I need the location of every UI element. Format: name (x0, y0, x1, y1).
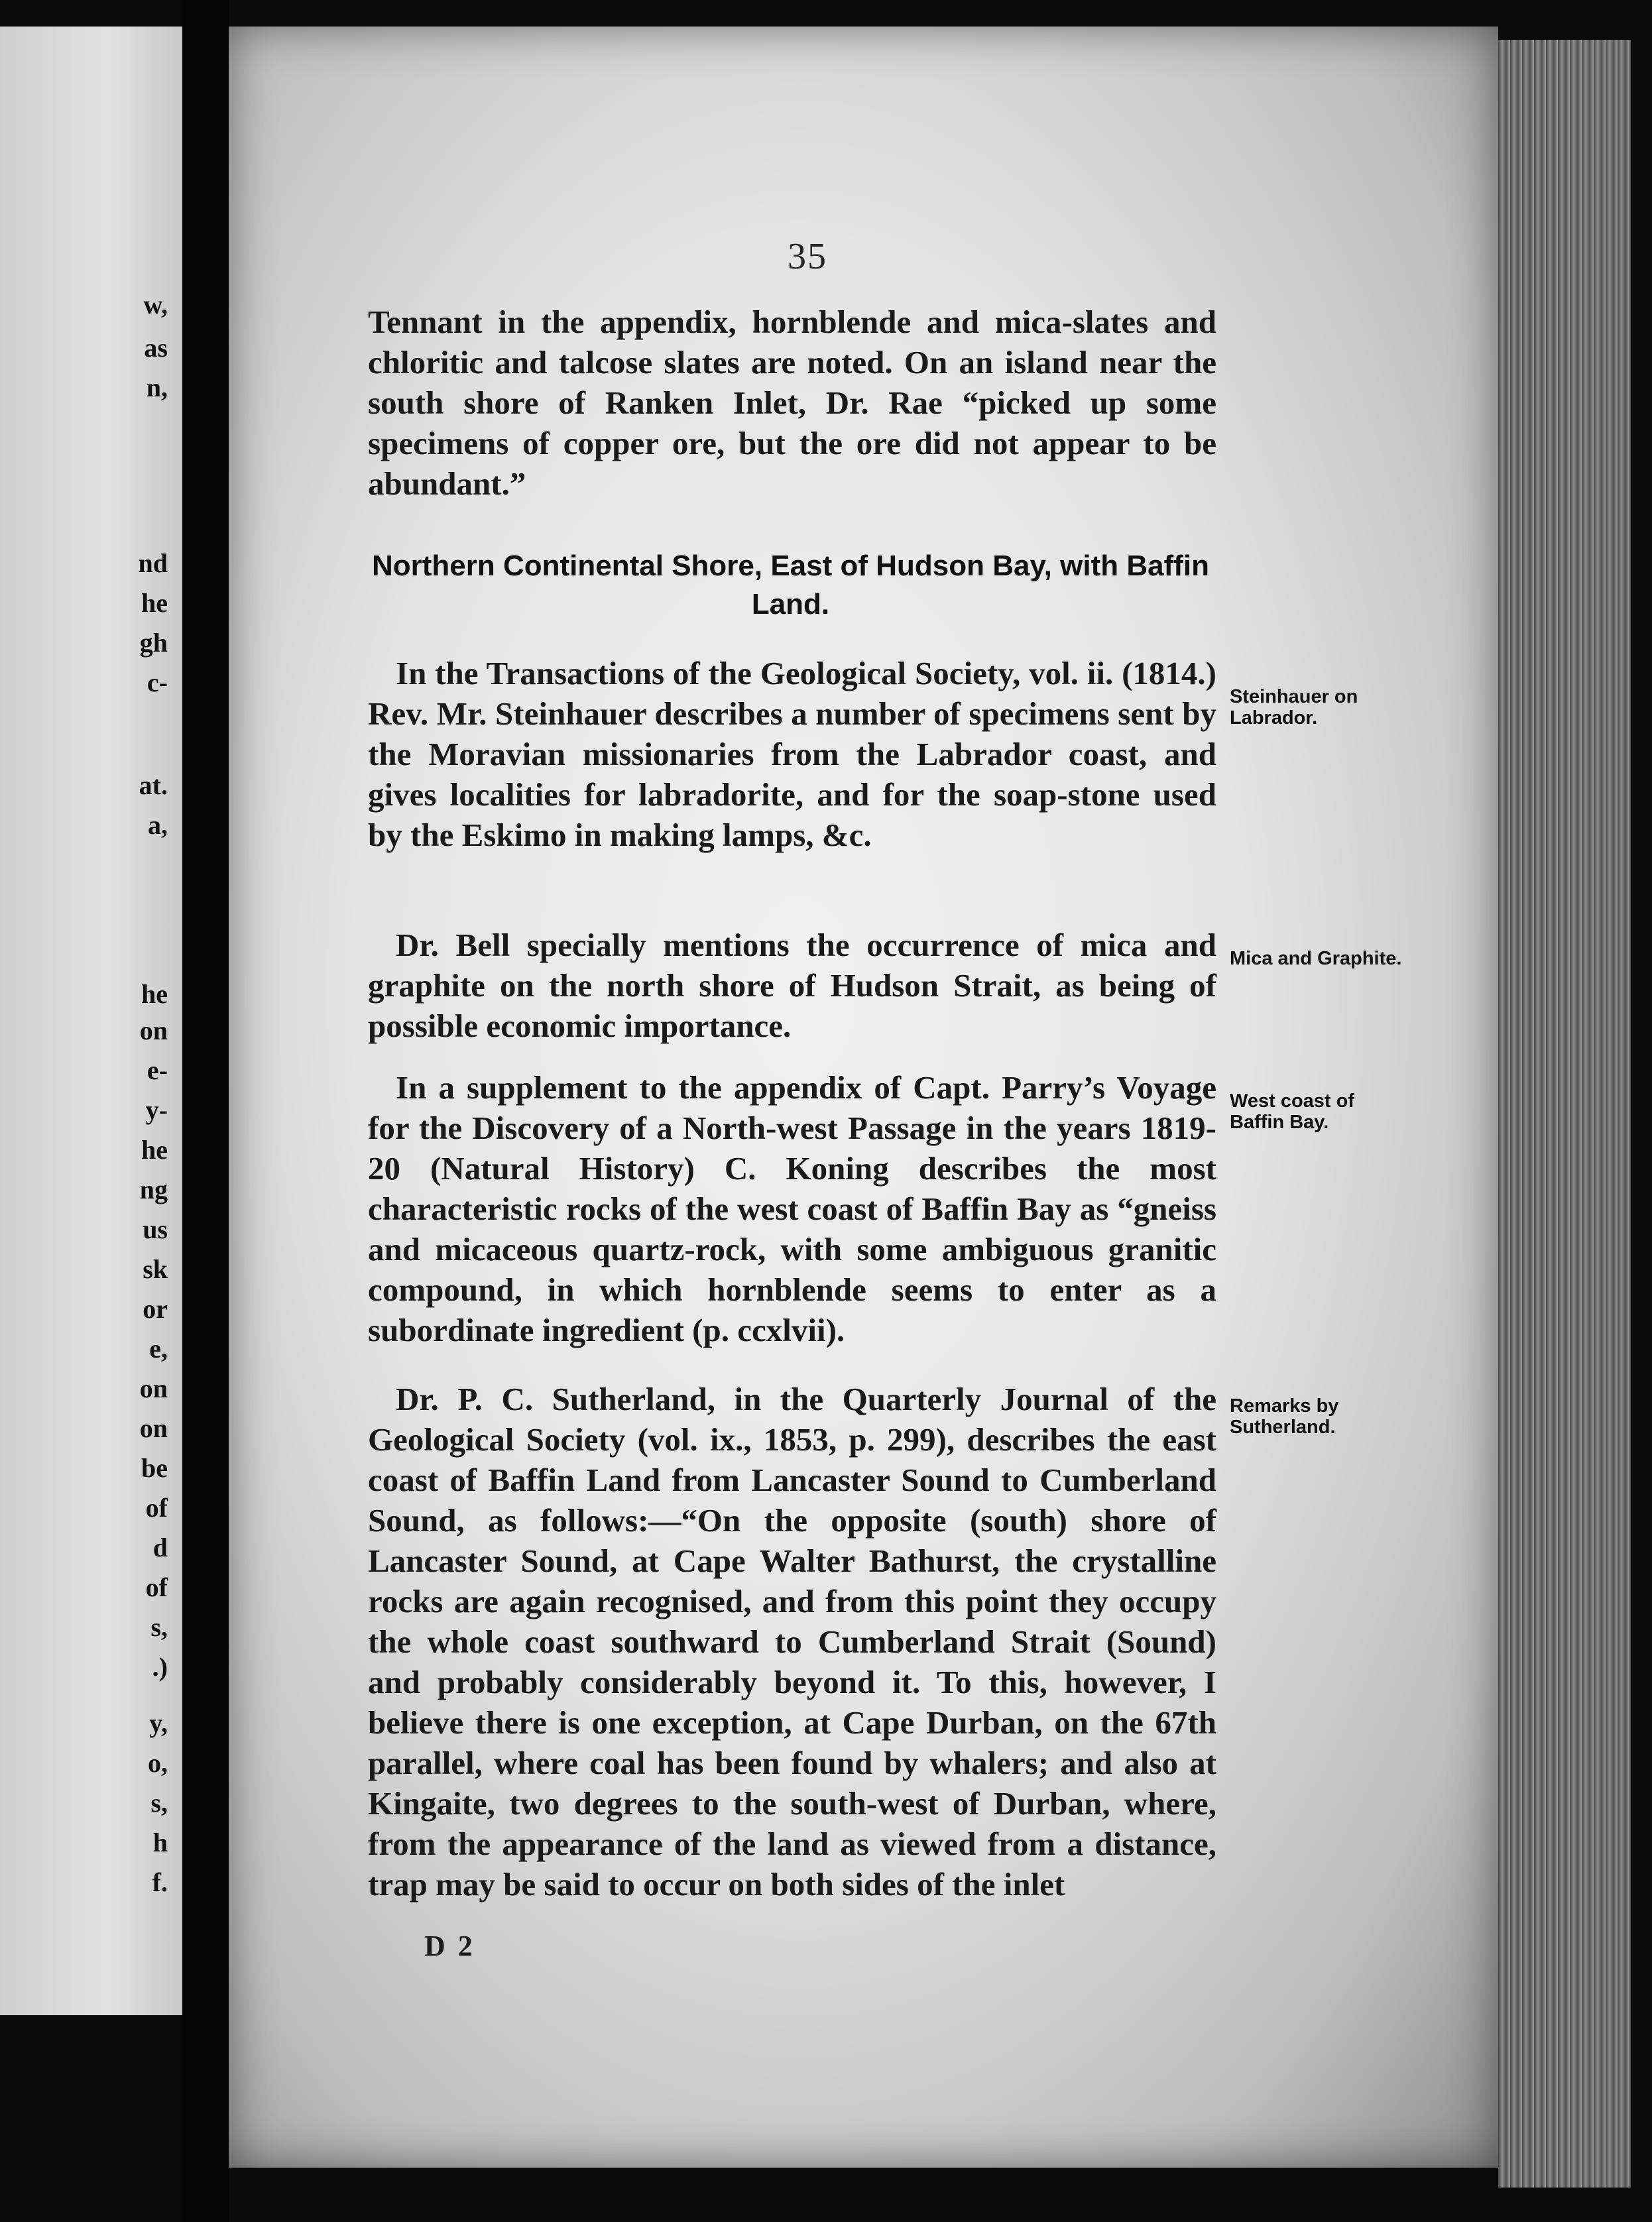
facing-page-line-fragment: on (139, 1016, 168, 1045)
facing-page-line-fragment: s, (150, 1788, 168, 1818)
paragraph-parry: In a supplement to the appendix of Capt. Parry’s Voyage for the Discovery of a North-west Passage in the years 1819-20 (Natural History) C. Koning describes the most characteristic rocks of the west coast of Baffin Bay as “gneiss and micaceous quartz-rock, with some ambiguous granitic compound, in which hornblende seems to enter as a subordinate ingredient (p. ccxlvii). (368, 1069, 1216, 1348)
facing-page-line-fragment: of (145, 1493, 168, 1523)
facing-page-line-fragment: of (145, 1572, 168, 1602)
margin-note-mica: Mica and Graphite. (1230, 948, 1402, 969)
facing-page-line-fragment: o, (148, 1748, 168, 1778)
facing-page-line-fragment: nd (138, 548, 168, 578)
facing-page-line-fragment: gh (139, 628, 168, 658)
paragraph-bell: Dr. Bell specially mentions the occurrence of mica and graphite on the north shore of Hudson Strait, as being of possible economic importance. (368, 927, 1216, 1044)
facing-page-line-fragment: on (139, 1374, 168, 1403)
facing-page-line-fragment: n, (146, 373, 168, 402)
facing-page-line-fragment: s, (150, 1612, 168, 1642)
facing-page-text (0, 27, 182, 2015)
facing-page-line-fragment: at. (139, 770, 168, 800)
margin-note-steinhauer: Steinhauer on Labrador. (1230, 686, 1358, 729)
facing-page-line-fragment: ng (139, 1175, 168, 1204)
facing-page-fragment (0, 27, 182, 2015)
facing-page-line-fragment: w, (143, 290, 168, 320)
margin-note-baffin-bay: West coast of Baffin Bay. (1230, 1090, 1355, 1133)
facing-page-line-fragment: c- (147, 668, 168, 697)
facing-page-line-fragment: a, (148, 810, 168, 840)
facing-page-line-fragment: .) (152, 1652, 168, 1682)
paragraph-sutherland: Dr. P. C. Sutherland, in the Quarterly Journal of the Geological Society (vol. ix., 1853, p. 299), describes the east coast of Baffin Land from Lancaster Sound to Cumberland Sound, as follows:—“On the opposite (south) shore of Lancaster Sound, at Cape Walter Bathurst, the crystalline rocks are again recognised, and from this point they occupy the whole coast southward to Cumberland Strait (Sound) and probably considerably beyond it. To this, however, I believe there is one exception, at Cape Durban, on the 67th parallel, where coal has been found by whalers; and also at Kingaite, two degrees to the south-west of Durban, where, from the appearance of the land as viewed from a distance, trap may be said to occur on both sides of the inlet (368, 1381, 1216, 1902)
facing-page-line-fragment: e, (149, 1334, 168, 1364)
facing-page-line-fragment: on (139, 1413, 168, 1443)
facing-page-line-fragment: sk (143, 1254, 168, 1284)
facing-page-line-fragment: be (141, 1453, 168, 1483)
facing-page-line-fragment: us (143, 1214, 168, 1244)
book-gutter (182, 0, 229, 2222)
book-page-edges (1498, 40, 1631, 2188)
facing-page-line-fragment: e- (147, 1055, 168, 1085)
page-number: 35 (788, 236, 827, 277)
signature-mark: D 2 (424, 1930, 475, 1962)
facing-page-line-fragment: h (152, 1828, 168, 1857)
facing-page-line-fragment: or (143, 1294, 168, 1324)
facing-page-line-fragment: f. (152, 1867, 168, 1897)
margin-note-sutherland: Remarks by Sutherland. (1230, 1395, 1339, 1438)
opening-paragraph: Tennant in the appendix, hornblende and mica-slates and chloritic and talcose slates are noted. On an island near the south shore of Ranken Inlet, Dr. Rae “picked up some specimens of copper ore, but the ore did not appear to be abundant.” (368, 304, 1216, 502)
section-heading: Northern Continental Shore, East of Hudson Bay, with Baffin Land. (371, 550, 1209, 620)
facing-page-line-fragment: as (144, 333, 168, 363)
facing-page-line-fragment: he (141, 1135, 168, 1165)
facing-page-line-fragment: d (152, 1533, 168, 1562)
facing-page-line-fragment: y, (149, 1708, 168, 1738)
facing-page-line-fragment: y- (145, 1095, 168, 1125)
facing-page-line-fragment: he (141, 588, 168, 618)
paragraph-steinhauer: In the Transactions of the Geological Society, vol. ii. (1814.) Rev. Mr. Steinhauer describes a number of specimens sent by the Moravian missionaries from the Labrador coast, and gives localities for labradorite, and for the soap-stone used by the Eskimo in making lamps, &c. (368, 655, 1216, 853)
facing-page-line-fragment: he (141, 979, 168, 1009)
